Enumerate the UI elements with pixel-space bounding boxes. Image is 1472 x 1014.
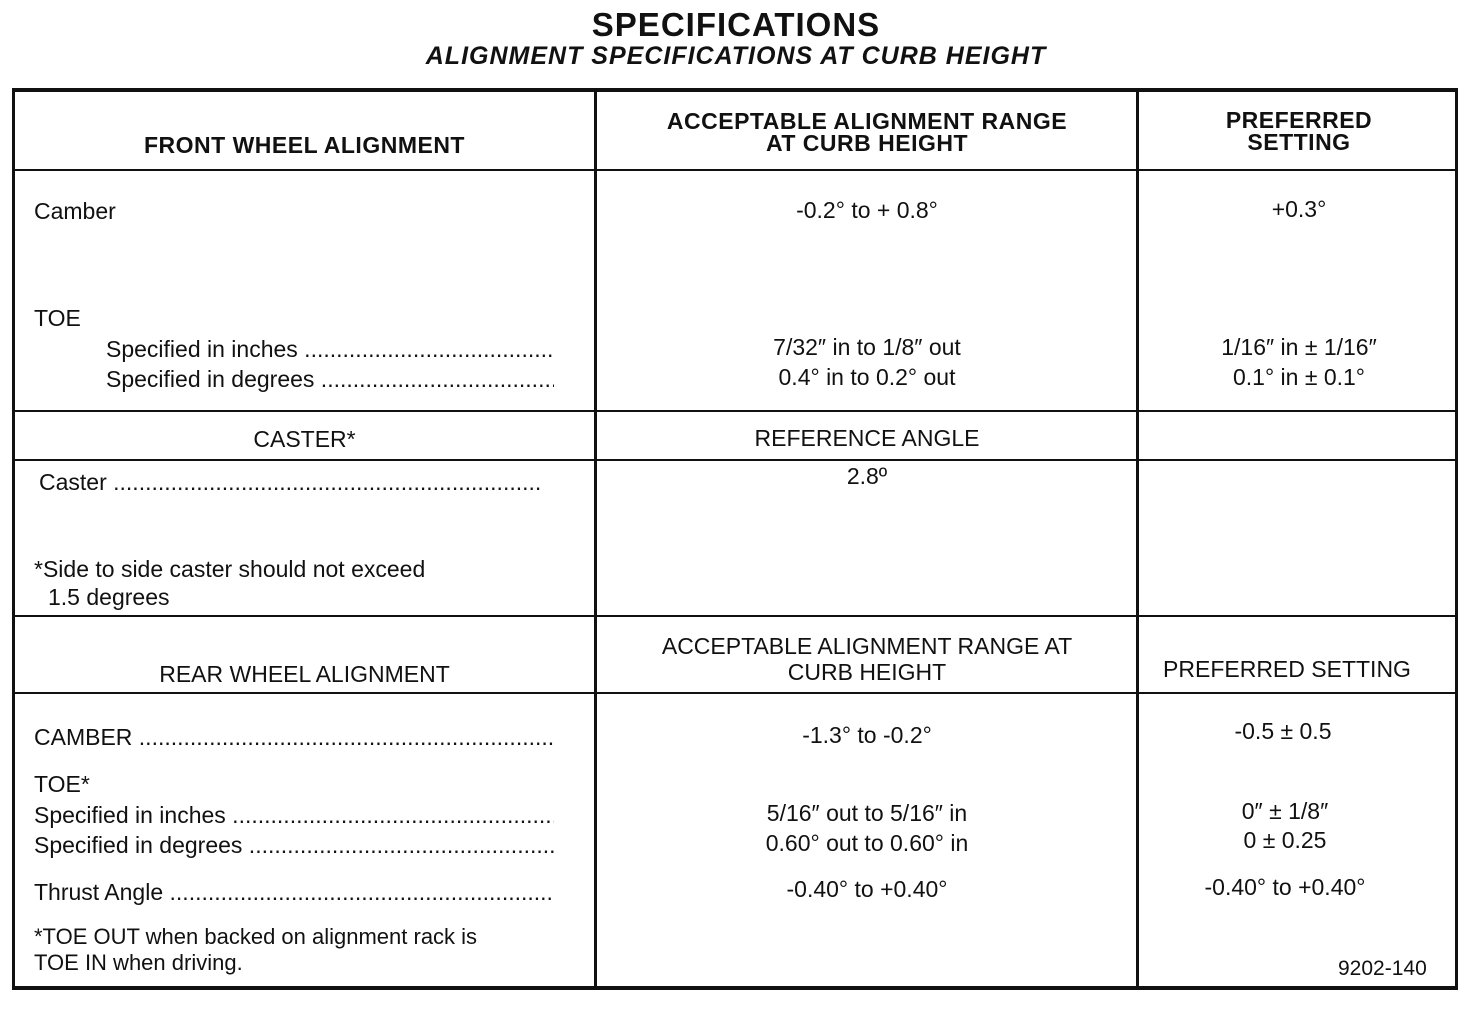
rear-toe-inches-label: Specified in inches .....	[34, 801, 554, 829]
thrust-angle-range: -0.40° to +0.40°	[786, 876, 948, 902]
caster-header: CASTER*	[253, 426, 356, 452]
front-camber-range: -0.2° to + 0.8°	[796, 197, 938, 223]
page-subtitle: ALIGNMENT SPECIFICATIONS AT CURB HEIGHT	[425, 42, 1047, 70]
thrust-angle-label: Thrust Angle .....	[34, 878, 554, 906]
rear-toe-degrees-label: Specified in degrees .....	[34, 831, 554, 859]
rear-toe-label: TOE*	[34, 771, 90, 797]
row-divider	[12, 410, 1458, 412]
row-divider	[12, 615, 1458, 617]
table-border-left	[12, 88, 15, 990]
rear-camber-preferred: -0.5 ± 0.5	[1234, 718, 1332, 744]
rear-toe-degrees-preferred: 0 ± 0.25	[1243, 827, 1327, 853]
front-header-preferred-line1: PREFERRED	[1225, 107, 1373, 133]
row-divider	[12, 169, 1458, 171]
rear-toe-note-line2: TOE IN when driving.	[34, 950, 243, 975]
rear-header-range-line1: ACCEPTABLE ALIGNMENT RANGE AT	[661, 633, 1073, 659]
table-border-top	[12, 88, 1458, 92]
caster-value: 2.8º	[846, 463, 888, 489]
row-divider	[12, 692, 1458, 694]
rear-toe-note-line1: *TOE OUT when backed on alignment rack is	[34, 924, 478, 949]
front-header-preferred-line2: SETTING	[1247, 129, 1351, 155]
front-toe-label: TOE	[34, 305, 81, 331]
row-divider	[12, 459, 1458, 461]
front-toe-degrees-range: 0.4° in to 0.2° out	[778, 364, 956, 390]
rear-toe-inches-range: 5/16″ out to 5/16″ in	[766, 800, 968, 826]
rear-header-alignment: REAR WHEEL ALIGNMENT	[159, 661, 450, 687]
front-toe-inches-label: Specified in inches .....	[106, 335, 554, 363]
caster-note-line2: 1.5 degrees	[48, 584, 170, 610]
front-toe-inches-preferred: 1/16″ in ± 1/16″	[1221, 334, 1377, 360]
rear-header-preferred: PREFERRED SETTING	[1163, 656, 1411, 682]
caster-note-line1: *Side to side caster should not exceed	[34, 556, 426, 582]
front-header-range-line1: ACCEPTABLE ALIGNMENT RANGE	[666, 108, 1068, 134]
rear-toe-degrees-range: 0.60° out to 0.60° in	[765, 830, 969, 856]
table-border-right	[1455, 88, 1458, 990]
caster-label: Caster .....	[39, 468, 541, 496]
front-toe-degrees-label: Specified in degrees .....	[106, 365, 554, 393]
rear-toe-inches-preferred: 0″ ± 1/8″	[1241, 798, 1329, 824]
figure-number: 9202-140	[1338, 957, 1427, 980]
front-header-alignment: FRONT WHEEL ALIGNMENT	[144, 132, 465, 158]
rear-header-range-line2: CURB HEIGHT	[787, 659, 947, 685]
rear-camber-range: -1.3° to -0.2°	[802, 722, 932, 748]
front-toe-inches-range: 7/32″ in to 1/8″ out	[773, 334, 961, 360]
front-toe-degrees-preferred: 0.1° in ± 0.1°	[1232, 364, 1366, 390]
caster-reference-header: REFERENCE ANGLE	[754, 425, 980, 451]
front-header-range-line2: AT CURB HEIGHT	[765, 130, 969, 156]
page-title: SPECIFICATIONS	[591, 6, 881, 43]
rear-camber-label: CAMBER .....	[34, 723, 554, 751]
front-camber-label: Camber	[34, 198, 116, 224]
front-camber-preferred: +0.3°	[1271, 196, 1327, 222]
table-border-bottom	[12, 986, 1458, 990]
thrust-angle-preferred: -0.40° to +0.40°	[1204, 874, 1366, 900]
